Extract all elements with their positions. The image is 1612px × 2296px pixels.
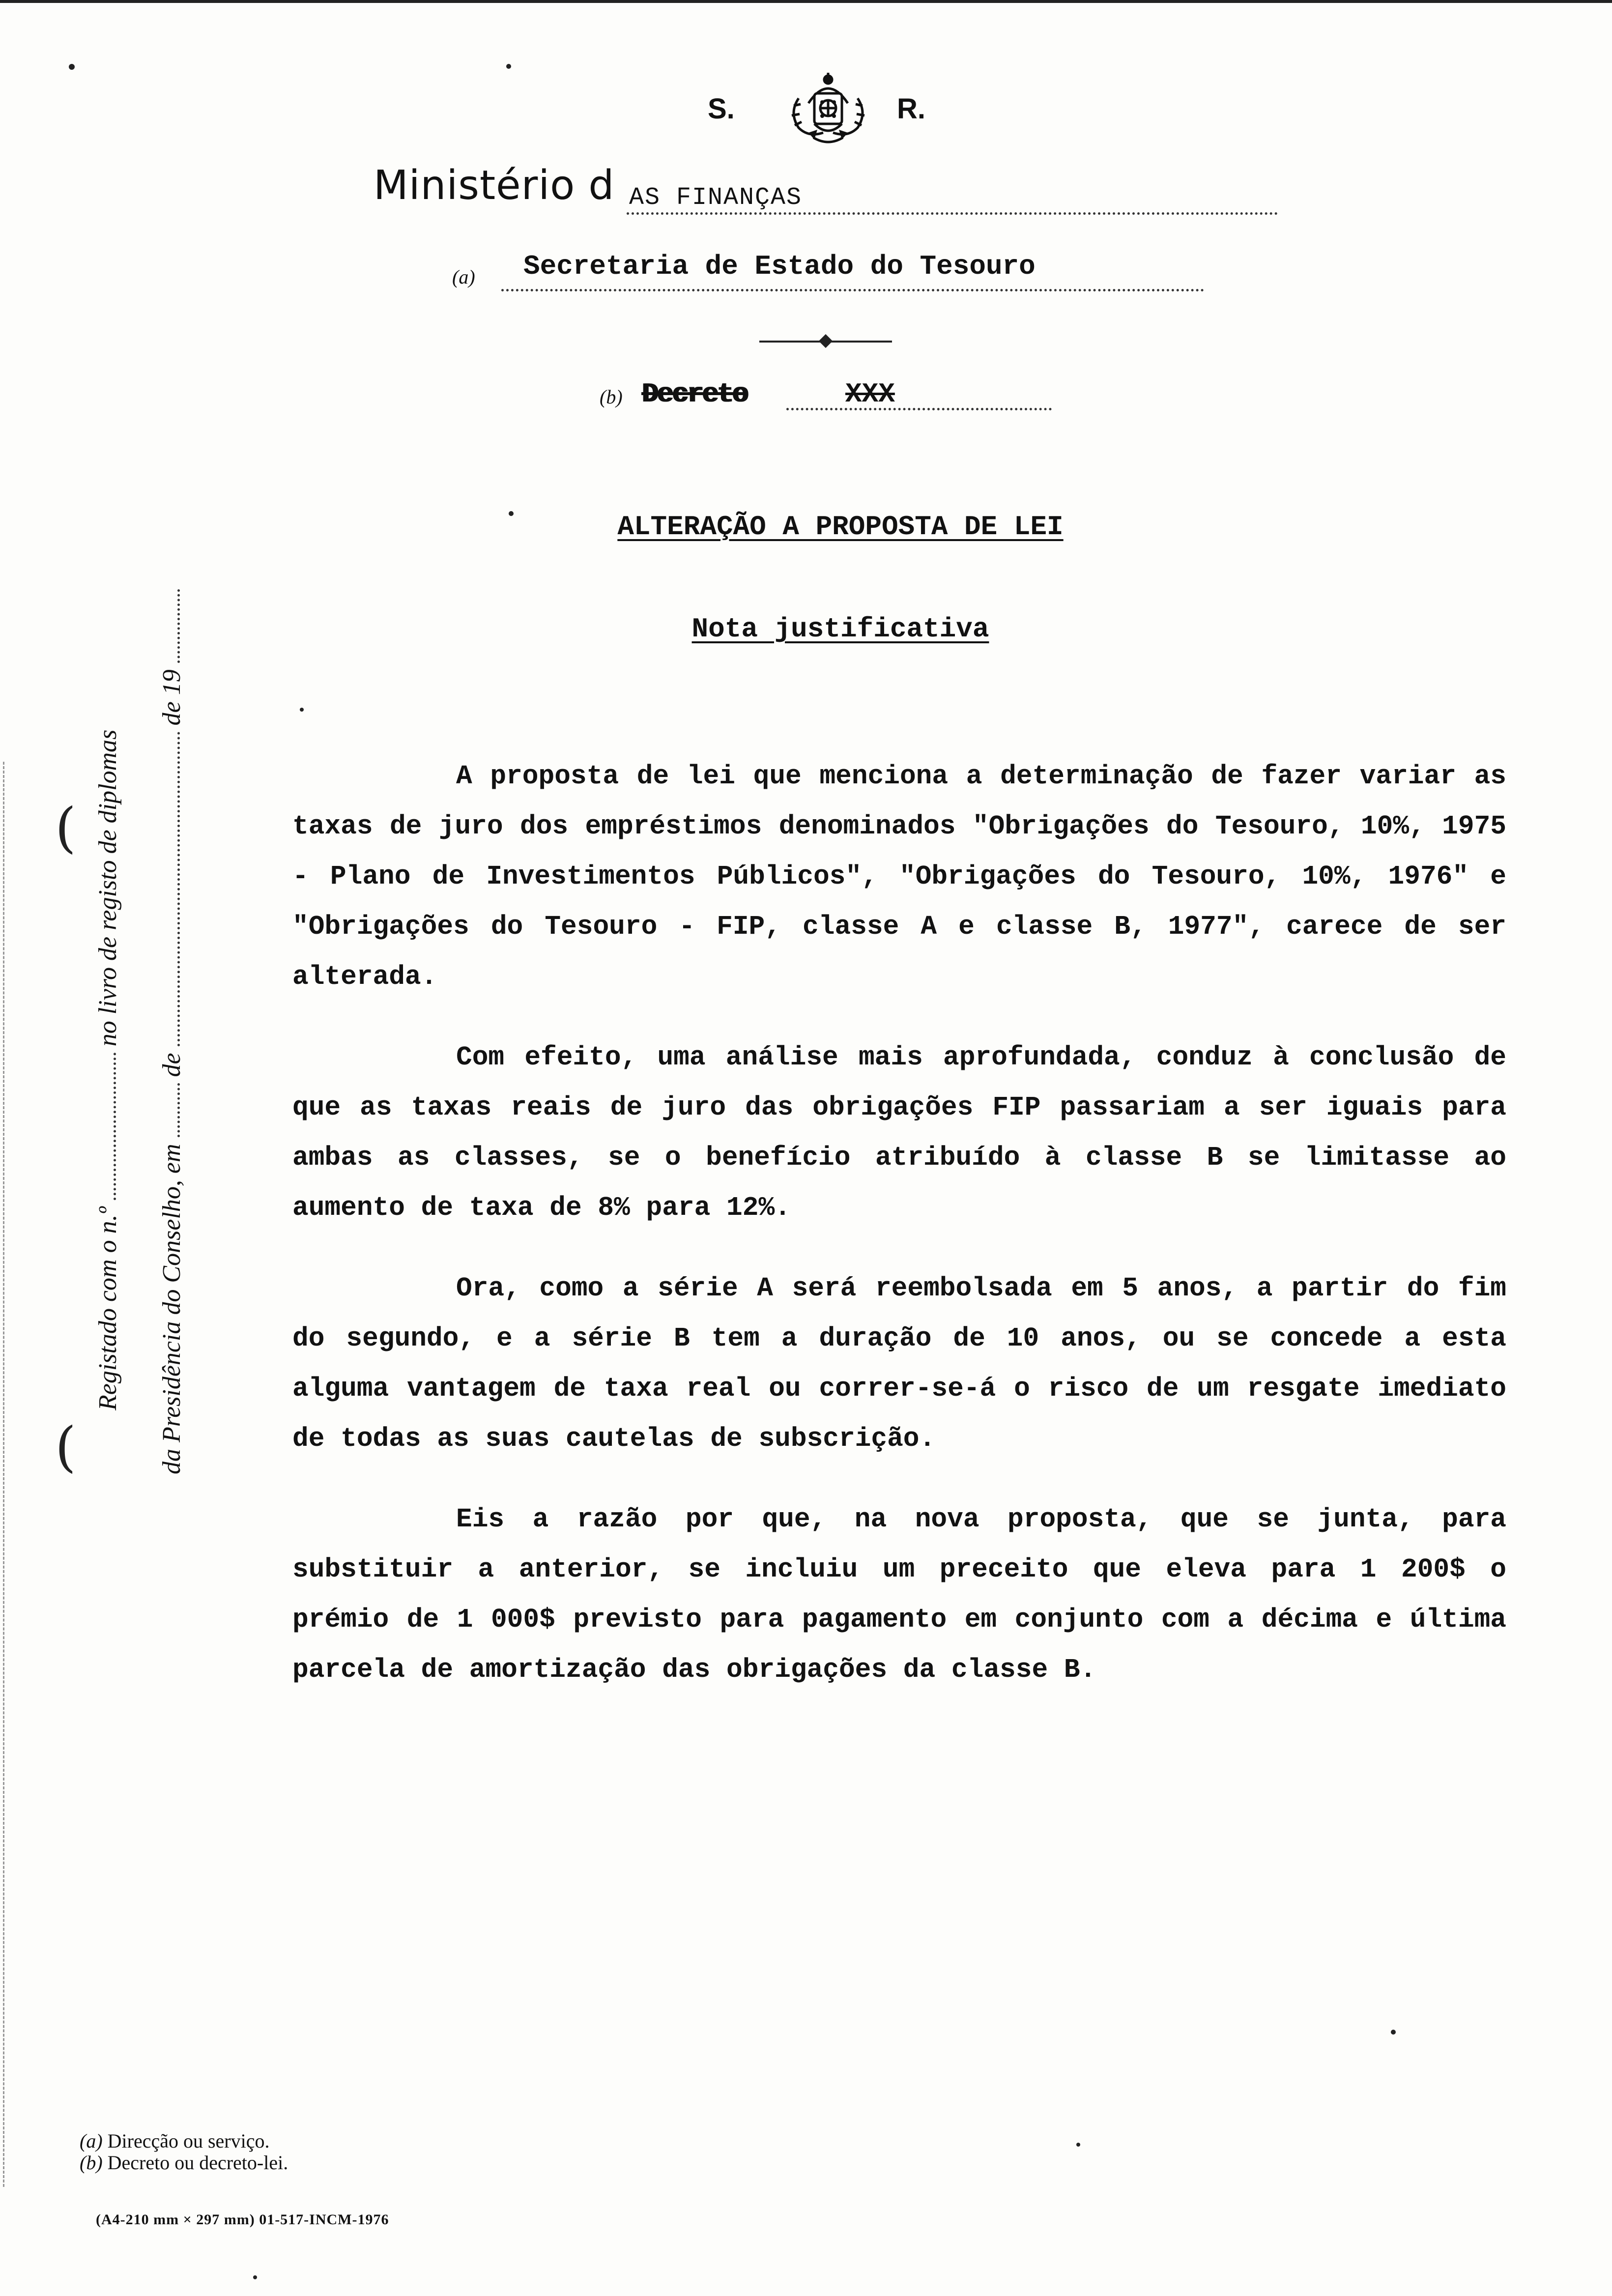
margin-bracket-top: ( <box>55 796 76 859</box>
registry-line-1 <box>93 730 122 1410</box>
scan-speck <box>300 708 304 712</box>
footnote-mark-a: (a) <box>80 2130 103 2152</box>
ministry-prefix: Ministério d <box>374 162 615 209</box>
footnote-a <box>80 2130 288 2152</box>
dotted-fill-line <box>177 1083 180 1137</box>
ministry-name: AS FINANÇAS <box>629 184 803 212</box>
dotted-fill-line <box>627 212 1278 215</box>
decree-line <box>600 373 1052 423</box>
footnotes <box>80 2130 288 2174</box>
decree-type-struck: Decreto <box>641 378 747 410</box>
binding-edge-marks <box>3 762 8 2187</box>
date-year-label: de 19 <box>158 669 186 726</box>
scan-speck <box>69 64 75 70</box>
footnote-text-b: Decreto ou decreto-lei. <box>107 2152 288 2174</box>
footnote-text-a: Direcção ou serviço. <box>107 2130 270 2152</box>
coat-of-arms-icon <box>779 69 877 147</box>
registry-line-2 <box>157 589 186 1474</box>
ministry-line <box>374 162 1278 226</box>
r-letter: R. <box>897 93 925 125</box>
registry-label: Registado com o n.º <box>94 1206 122 1410</box>
document-subtitle: Nota justificativa <box>691 613 989 645</box>
dotted-fill-line <box>786 408 1052 410</box>
body-paragraph: Com efeito, uma análise mais aprofundada, conduz à conclusão de que as taxas reais de juro das obrigações FIP passariam a ser iguais para ambas as classes, se o benefício atribuído à classe B se limitasse ao aumento de taxa de 8% para 12%. <box>292 1043 1506 1223</box>
presidency-label: da Presidência do Conselho, em <box>158 1144 186 1474</box>
dotted-fill-line <box>177 589 180 663</box>
scan-speck <box>506 64 511 69</box>
top-edge-rule <box>0 0 1612 3</box>
scan-speck <box>1391 2030 1396 2035</box>
footnote-b <box>80 2152 288 2174</box>
dotted-fill-line <box>501 289 1204 291</box>
date-de-label: de <box>158 1053 186 1077</box>
registry-book-label: no livro de registo de diplomas <box>94 729 122 1047</box>
print-reference: (A4-210 mm × 297 mm) 01-517-INCM-1976 <box>96 2211 389 2228</box>
dotted-fill-line <box>114 1053 116 1200</box>
body-paragraph: Ora, como a série A será reembolsada em 5 anos, a partir do fim do segundo, e a série B tem a duração de 10 anos, ou se concede a esta alguma vantagem de taxa real ou correr-se-á o risco de um resgate imediato de todas as suas cautelas de subscrição. <box>292 1274 1506 1454</box>
justification-body <box>292 752 1506 1726</box>
diamond-icon <box>819 334 833 348</box>
footnote-mark-a: (a) <box>452 266 475 288</box>
footnote-mark-b: (b) <box>80 2152 103 2174</box>
decree-number-struck: XXX <box>845 378 895 410</box>
dotted-fill-line <box>177 732 180 1046</box>
scan-speck <box>1076 2143 1080 2147</box>
body-paragraph: A proposta de lei que menciona a determinação de fazer variar as taxas de juro dos empréstimos denominados "Obrigações do Tesouro, 10%, 1975 - Plano de Investimentos Públicos", "Obrigações do Tesouro, 10%, 1976" e "Obrigações do Tesouro - FIP, classe A e classe B, 1977", carece de ser alterada. <box>292 762 1506 992</box>
secretaria-line <box>452 246 1204 295</box>
scan-speck <box>253 2275 257 2279</box>
document-title: ALTERAÇÃO A PROPOSTA DE LEI <box>617 511 1064 543</box>
body-paragraph: Eis a razão por que, na nova proposta, que se junta, para substituir a anterior, se incluiu um preceito que eleva para 1 200$ o prémio de 1 000$ previsto para pagamento em conjunto com a décima e última parcela de amortização das obrigações da classe B. <box>292 1505 1506 1685</box>
s-letter: S. <box>708 93 735 125</box>
secretaria-name: Secretaria de Estado do Tesouro <box>523 251 1036 282</box>
ornamental-divider <box>759 334 892 349</box>
footnote-mark-b: (b) <box>600 386 623 408</box>
margin-bracket-bottom: ( <box>55 1415 76 1478</box>
republic-header <box>708 69 963 147</box>
